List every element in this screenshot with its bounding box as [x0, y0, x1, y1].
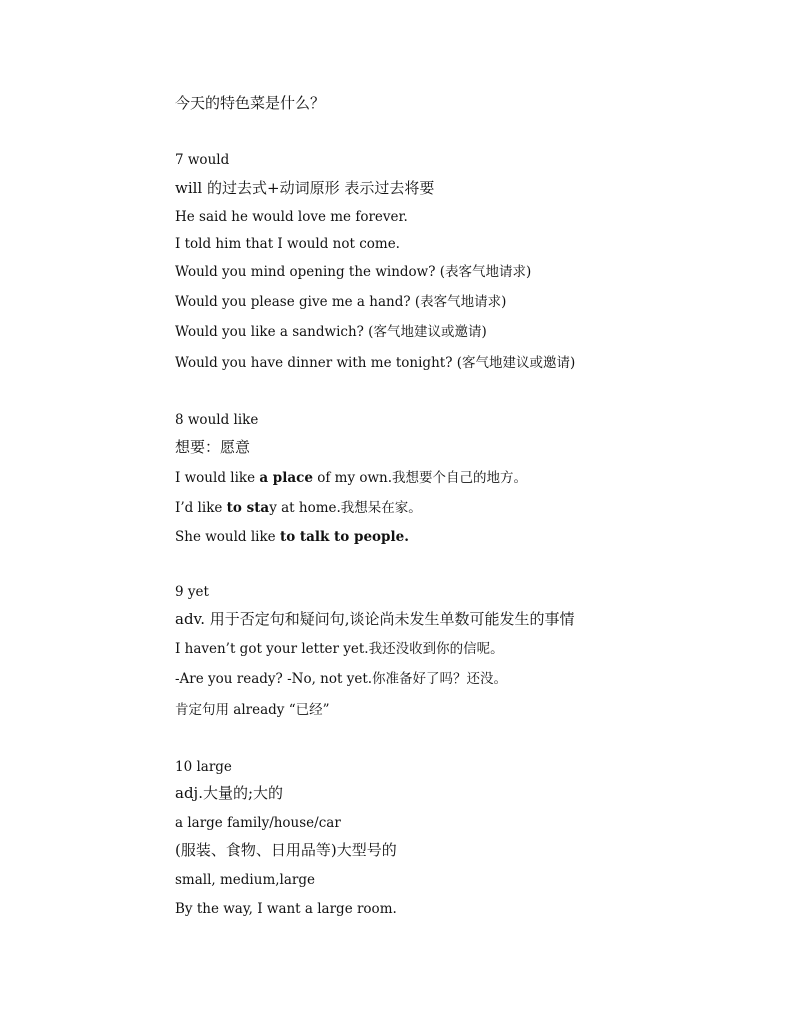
sec7-example-6: Would you have dinner with me tonight? (客气地建议或邀请): [175, 355, 576, 371]
sec9-note: 肯定句用 already “已经”: [175, 702, 330, 718]
sec8-ex2-text-end: y at home.我想呆在家。: [269, 500, 422, 516]
sec10-example-4: By the way, I want a large room.: [175, 901, 397, 917]
sec8-ex2-text: I’d like: [175, 500, 227, 516]
sec10-example-1: a large family/house/car: [175, 815, 341, 831]
sec8-heading: 8 would like: [175, 412, 259, 428]
sec8-ex3-text: She would like: [175, 529, 280, 545]
sec7-definition: will 的过去式+动词原形 表示过去将要: [175, 179, 435, 197]
intro-question: 今天的特色菜是什么？: [175, 94, 326, 112]
sec8-ex2-bold: to sta: [226, 500, 270, 516]
sec8-example-2: [175, 498, 422, 518]
sec8-example-1: [175, 468, 527, 488]
sec10-example-3: small, medium,large: [175, 872, 315, 888]
sec8-ex1-bold: a place: [259, 470, 313, 486]
sec8-ex1-text-end: of my own.我想要个自己的地方。: [312, 470, 528, 486]
sec8-ex1-text: I would like: [175, 470, 260, 486]
sec9-heading: 9 yet: [175, 584, 209, 600]
sec10-definition: adj.大量的;大的: [175, 784, 284, 802]
sec7-example-4: Would you please give me a hand? (表客气地请求): [175, 294, 507, 310]
sec8-example-3: [175, 527, 409, 547]
sec7-example-5: Would you like a sandwich? (客气地建议或邀请): [175, 324, 487, 340]
sec10-heading: 10 large: [175, 759, 232, 775]
sec9-definition: adv. 用于否定句和疑问句,谈论尚未发生单数可能发生的事情: [175, 610, 575, 628]
sec8-ex3-bold: to talk to people.: [279, 529, 409, 545]
sec8-definition: 想要：愿意: [175, 438, 251, 456]
sec10-example-2: (服装、食物、日用品等)大型号的: [175, 841, 397, 859]
sec7-example-1: He said he would love me forever.: [175, 209, 408, 225]
sec7-example-2: I told him that I would not come.: [175, 236, 400, 252]
sec9-example-1: I haven’t got your letter yet.我还没收到你的信呢。: [175, 641, 504, 657]
sec9-example-2: -Are you ready? -No, not yet.你准备好了吗？还没。: [175, 671, 508, 687]
sec7-heading: 7 would: [175, 152, 230, 168]
sec7-example-3: Would you mind opening the window? (表客气地请求): [175, 264, 532, 280]
